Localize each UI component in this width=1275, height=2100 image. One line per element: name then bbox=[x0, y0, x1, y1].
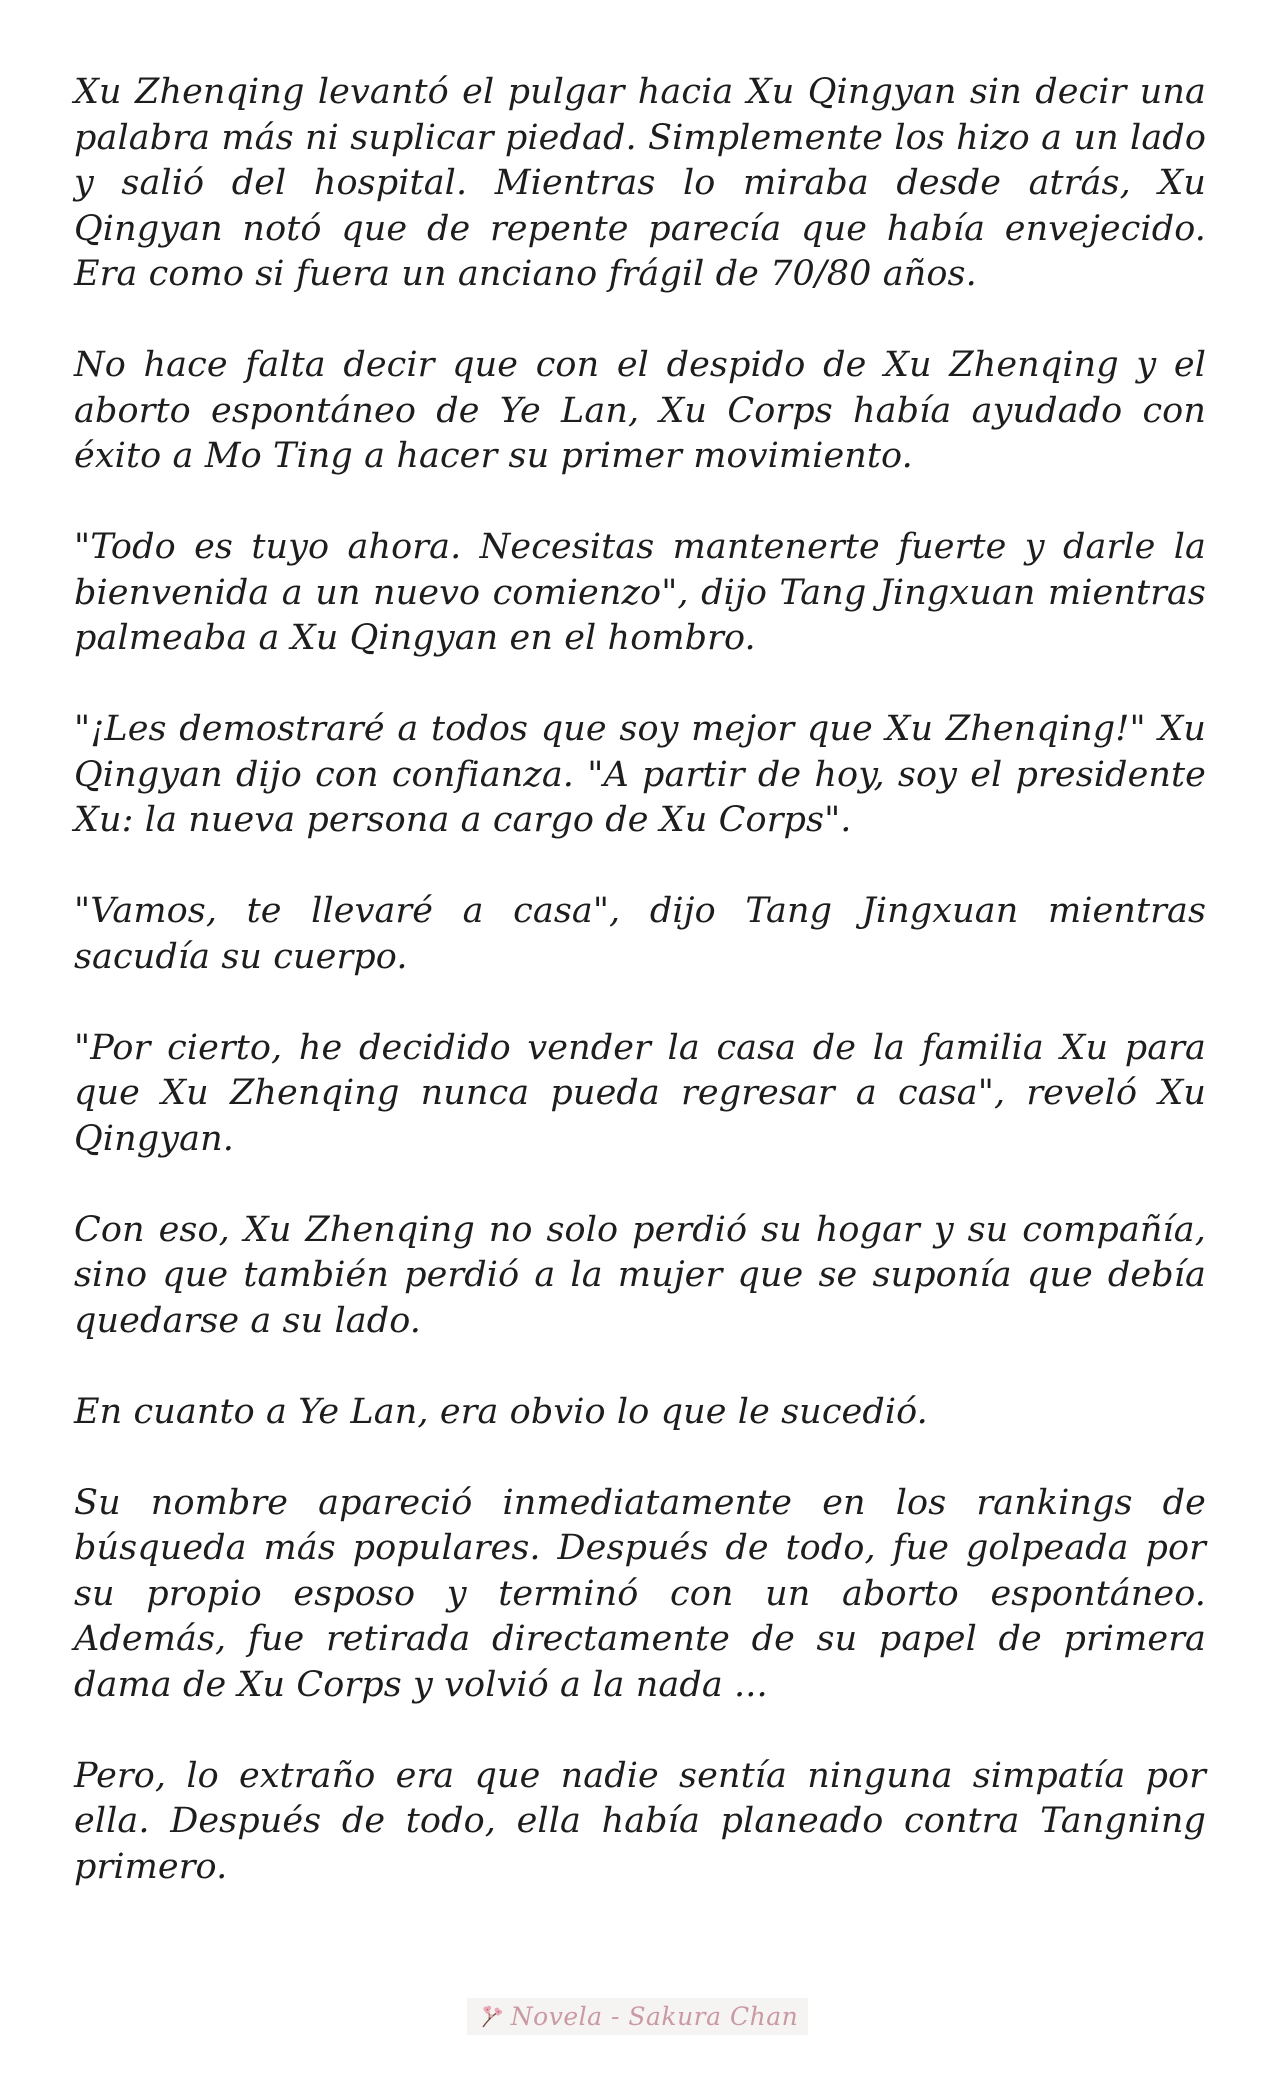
paragraph-6: "Por cierto, he decidido vender la casa de la familia Xu para que Xu Zhenqing nunca pueda regresar a casa", reveló Xu Qingyan. bbox=[74, 1027, 1206, 1159]
paragraph-8: En cuanto a Ye Lan, era obvio lo que le sucedió. bbox=[74, 1391, 928, 1432]
paragraph-7: Con eso, Xu Zhenqing no solo perdió su hogar y su compañía, sino que también perdió a la mujer que se suponía que debía quedarse a su lado. bbox=[74, 1209, 1206, 1341]
paragraph-9: Su nombre apareció inmediatamente en los rankings de búsqueda más populares. Después de todo, fue golpeada por su propio esposo y terminó con un aborto espontáneo. Además, fue retirada directamente de su papel de primera dama de Xu Corps y volvió a la nada ... bbox=[74, 1482, 1206, 1705]
paragraph-1: Xu Zhenqing levantó el pulgar hacia Xu Qingyan sin decir una palabra más ni suplicar piedad. Simplemente los hizo a un lado y salió del hospital. Mientras lo miraba desde atrás, Xu Qingyan notó que de repente parecía que había envejecido. Era como si fuera un anciano frágil de 70/80 años. bbox=[74, 72, 1206, 294]
watermark-badge bbox=[467, 1998, 808, 2035]
watermark-text: Novela - Sakura Chan bbox=[510, 2002, 799, 2031]
paragraph-2: No hace falta decir que con el despido de Xu Zhenqing y el aborto espontáneo de Ye Lan, Xu Corps había ayudado con éxito a Mo Ting a hacer su primer movimiento. bbox=[74, 345, 1206, 476]
document-body bbox=[74, 70, 1206, 1936]
paragraph-10: Pero, lo extraño era que nadie sentía ninguna simpatía por ella. Después de todo, ella había planeado contra Tangning primero. bbox=[74, 1755, 1206, 1887]
paragraph-5: "Vamos, te llevaré a casa", dijo Tang Jingxuan mientras sacudía su cuerpo. bbox=[74, 891, 1206, 977]
paragraph-3: "Todo es tuyo ahora. Necesitas mantenerte fuerte y darle la bienvenida a un nuevo comienzo", dijo Tang Jingxuan mientras palmeaba a Xu Qingyan en el hombro. bbox=[74, 527, 1206, 658]
cherry-blossom-icon bbox=[477, 2003, 505, 2031]
paragraph-4: "¡Les demostraré a todos que soy mejor que Xu Zhenqing!" Xu Qingyan dijo con confianza. "A partir de hoy, soy el presidente Xu: la nueva persona a cargo de Xu Corps". bbox=[74, 709, 1206, 840]
watermark bbox=[0, 1998, 1275, 2035]
